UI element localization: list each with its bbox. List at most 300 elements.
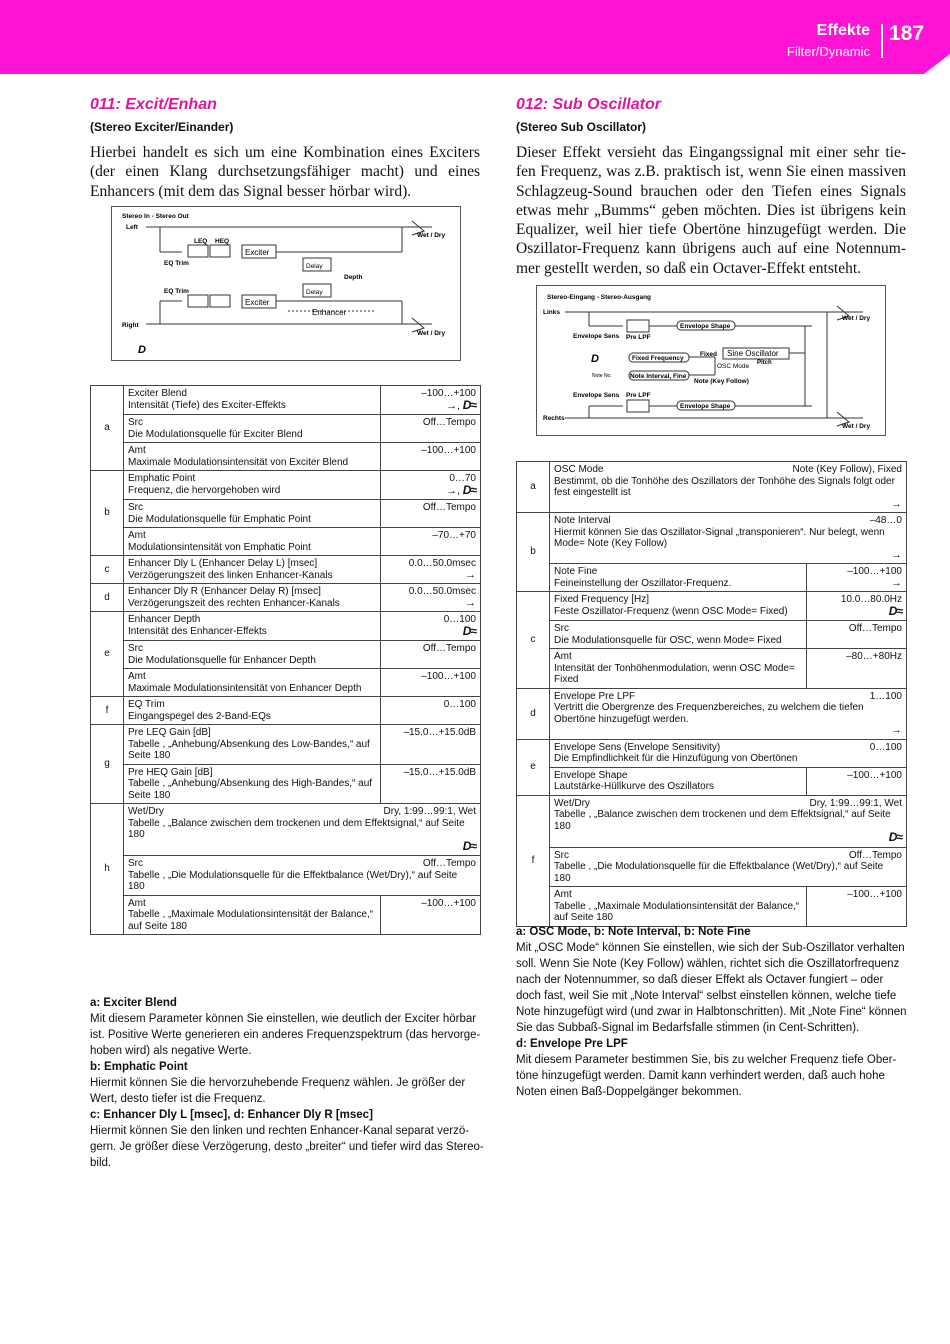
param-row [517, 462, 907, 513]
note-line: soll. Wenn Sie Note (Key Follow) wählen, richtet sich die Oszillatorfrequenz [516, 958, 900, 970]
diagram-heq-label: HEQ [215, 238, 230, 245]
intro-line: mer gestellt werden, so daß ein Octaver-Effekt entsteht. [516, 259, 862, 277]
group-label: a [517, 462, 550, 513]
header-separator [881, 24, 883, 58]
param-name: Amt [554, 651, 572, 662]
note-line: doch fast, weil Sie mit „Note Interval“ selbst einstellen können, welche tiefe [516, 990, 897, 1002]
param-value: 0…100 [443, 699, 476, 710]
param-desc: Vertritt die Obergrenze des Frequenzbereiches, zu welchem die tiefen Obertöne hinzugefügt werden. [554, 702, 864, 725]
param-value: Off…Tempo [422, 502, 476, 513]
param-desc: Hiermit können Sie das Oszillator-Signal „transponieren“. Nur belegt, wenn Mode= Note (Key Follow) [554, 526, 885, 549]
dmod-icon: D≈ [888, 603, 902, 618]
param-row [91, 471, 481, 500]
param-name: Enhancer Depth [128, 614, 201, 625]
param-value-cell [381, 612, 481, 641]
note-line: töne hinzugefügt werden. Damit kann verhindert werden, daß auch hohe [516, 1070, 885, 1082]
page-number: 187 [889, 22, 925, 45]
diagram-links-label: Links [543, 309, 560, 316]
group-label: c [91, 556, 124, 584]
param-name: Pre LEQ Gain [dB] [128, 727, 211, 738]
param-name: Src [128, 643, 143, 654]
param-cell [550, 462, 907, 513]
diagram-delay-label: Delay [306, 263, 323, 270]
param-name: Exciter Blend [128, 388, 187, 399]
param-desc: Tabelle , „Maximale Modulationsintensität der Balance,“ auf Seite 180 [128, 909, 374, 932]
param-desc: Lautstärke-Hüllkurve des Oszillators [554, 781, 715, 792]
param-desc: Tabelle , „Die Modulationsquelle für die Effektbalance (Wet/Dry),“ auf Seite 180 [554, 861, 884, 884]
param-value: –100…+100 [421, 388, 476, 399]
param-value: 0…100 [869, 741, 902, 753]
page-header [0, 0, 950, 74]
param-value: Dry, 1:99…99:1, Wet [809, 797, 902, 809]
param-name: Amt [128, 445, 146, 456]
param-name: Src [128, 858, 143, 869]
param-value: –100…+100 [847, 769, 902, 781]
diagram-wetdry-label: Wet / Dry [842, 423, 871, 430]
section-subtitle-left: (Stereo Exciter/Einander) [90, 120, 234, 134]
param-cell [124, 471, 381, 500]
intro-line: Hierbei handelt es sich um eine Kombination eines Exciters [90, 144, 480, 161]
diagram-rechts-label: Rechts [543, 415, 565, 422]
param-desc: Modulationsintensität von Emphatic Point [128, 541, 311, 553]
param-desc: Maximale Modulationsintensität von Enhancer Depth [128, 682, 362, 694]
param-row [517, 649, 907, 689]
param-name: Src [128, 417, 143, 428]
diagram-envshape-label: Envelope Shape [680, 403, 731, 410]
param-cell [550, 649, 807, 689]
param-value: Dry, 1:99…99:1, Wet [383, 806, 476, 817]
param-cell [550, 592, 807, 621]
param-desc: Die Modulationsquelle für Enhancer Depth [128, 654, 316, 666]
param-desc: Tabelle , „Anhebung/Absenkung des High-Bandes,“ auf Seite 180 [128, 778, 373, 801]
param-row [517, 513, 907, 564]
param-cell [550, 564, 807, 592]
param-name: OSC Mode [554, 464, 604, 475]
param-name: Pre HEQ Gain [dB] [128, 766, 213, 778]
param-name: Wet/Dry [128, 806, 164, 817]
param-row [91, 895, 481, 935]
intro-line: Oszillator-Frequenz kann übrigens auch auf eine Notennum- [516, 240, 906, 258]
param-row [517, 621, 907, 649]
param-row [91, 697, 481, 725]
param-cell [124, 669, 381, 697]
param-desc: Die Modulationsquelle für Emphatic Point [128, 513, 311, 525]
param-value-cell [807, 564, 907, 592]
dmod-icon: D≈ [888, 830, 902, 844]
param-desc: Verzögerungszeit des rechten Enhancer-Kanals [128, 597, 340, 609]
diagram-exciter-label: Exciter [245, 248, 270, 257]
exciter-block-diagram [111, 206, 461, 361]
param-desc: Frequenz, die hervorgehoben wird [128, 484, 281, 496]
diagram-right-label: Right [122, 322, 139, 329]
param-value: –15.0…+15.0dB [403, 727, 476, 738]
diagram-wetdry-label: Wet / Dry [842, 315, 871, 322]
param-desc: Die Modulationsquelle für OSC, wenn Mode= Fixed [554, 634, 782, 646]
note-line: Sie das Subbaß-Signal im Bedarfsfalle stimmen (in Cent-Schritten). [516, 1022, 860, 1034]
param-row [91, 804, 481, 856]
param-cell [550, 847, 907, 887]
param-value: 1…100 [869, 690, 902, 702]
param-name: Envelope Sens (Envelope Sensitivity) [554, 741, 721, 753]
section-title-right: 012: Sub Oscillator [516, 96, 661, 113]
param-value: –100…+100 [421, 671, 476, 682]
note-heading: a: Exciter Blend [90, 997, 177, 1009]
param-value: –100…+100 [421, 897, 476, 909]
note-line: ist. Positive Werte generieren ein anderes Frequenzspektrum (das hervorge- [90, 1029, 481, 1041]
dmod-icon: D≈ [462, 482, 476, 497]
param-cell [124, 725, 381, 765]
param-header-line [554, 798, 902, 810]
diagram-pitch-label: Pitch [757, 360, 772, 366]
param-value-cell [381, 500, 481, 528]
arrow-icon: → [891, 548, 902, 561]
param-desc: Die Empfindlichkeit für die Hinzufügung von Obertönen [554, 753, 798, 764]
param-cell [124, 528, 381, 556]
param-desc: Maximale Modulationsintensität von Exciter Blend [128, 456, 349, 468]
diagram-envshape-label: Envelope Shape [680, 323, 731, 330]
param-name: Amt [128, 530, 146, 541]
diagram-left-label: Left [126, 224, 138, 231]
param-row [517, 767, 907, 795]
header-subtitle: Filter/Dynamic [786, 44, 870, 59]
param-cell [124, 856, 481, 896]
intro-line: fen Frequenz, was z.B. praktisch ist, wenn Sie einen massiven [516, 163, 906, 181]
header-title: Effekte [816, 22, 870, 39]
param-row [91, 500, 481, 528]
param-header-line [554, 464, 902, 476]
param-value-cell [381, 725, 481, 765]
param-desc: Intensität der Tonhöhenmodulation, wenn OSC Mode= Fixed [554, 662, 795, 685]
note-line: Note hinzugefügt wird (und zwar in Halbtonschritten). Mit „Note Fine“ können [516, 1006, 907, 1018]
param-row [91, 725, 481, 765]
param-header-line [128, 858, 476, 870]
param-row [91, 556, 481, 584]
param-desc: Feineinstellung der Oszillator-Frequenz. [554, 577, 732, 589]
group-label: a [91, 386, 124, 471]
intro-line: (der einen Klang durchsetzungsfähiger macht) und eines [90, 163, 480, 181]
diagram-depth-label: Depth [344, 274, 363, 281]
diagram-wetdry-label: Wet / Dry [417, 232, 446, 239]
diagram-notekey-label: Note (Key Follow) [694, 378, 749, 385]
param-name: EQ Trim [128, 699, 165, 710]
note-line: gern. Je größer diese Verzögerung, desto „breiter“ und tiefer wird das Stereo- [90, 1141, 484, 1153]
note-line: Mit diesem Parameter können Sie einstellen, wie deutlich der Exciter hörbar [90, 1013, 477, 1025]
param-value: –100…+100 [847, 889, 902, 900]
param-cell [124, 764, 381, 804]
param-row [517, 795, 907, 847]
parameter-table-left [90, 385, 481, 935]
diagram-delay-label: Delay [306, 289, 323, 296]
arrow-icon: → [891, 497, 902, 510]
group-label: e [91, 612, 124, 697]
param-value: –100…+100 [421, 445, 476, 456]
sub-oscillator-block-diagram [536, 285, 886, 436]
param-desc: Tabelle , „Balance zwischen dem trockenen und dem Effektsignal,“ auf Seite 180 [554, 809, 891, 832]
note-line: hoben wird) als negative Werte. [90, 1045, 252, 1057]
header-corner-cut [924, 54, 950, 74]
dmod-icon: D [138, 344, 146, 356]
dmod-icon: D [591, 353, 599, 365]
param-name: Fixed Frequency [Hz] [554, 594, 650, 605]
arrow-icon: → [446, 399, 458, 412]
diagram-oscmode-label: OSC Mode [717, 363, 750, 370]
diagram-exciter-label: Exciter [245, 298, 270, 307]
param-row [91, 669, 481, 697]
diagram-sineosc-label: Sine Oscillator [727, 349, 779, 358]
param-cell [124, 584, 381, 612]
param-desc: Tabelle , „Balance zwischen dem trockenen und dem Effektsignal,“ auf Seite 180 [128, 817, 465, 840]
param-cell [550, 513, 907, 564]
note-line: nach der Notennummer, so daß dieser Effekt als Octaver fungiert – oder [516, 974, 884, 986]
exciter-diagram-svg [112, 207, 462, 362]
param-name: Src [128, 502, 143, 513]
value-extra [554, 725, 902, 737]
param-name: Envelope Shape [554, 769, 628, 781]
param-cell [124, 556, 381, 584]
param-value: Off…Tempo [422, 417, 476, 428]
diagram-fixedfreq-label: Fixed Frequency [632, 355, 684, 362]
param-desc: Tabelle , „Anhebung/Absenkung des Low-Bandes,“ auf Seite 180 [128, 738, 370, 761]
param-value: Off…Tempo [848, 849, 902, 861]
param-desc: Bestimmt, ob die Tonhöhe des Oszillators der Tonhöhe des Signals folgt oder fest eingestellt ist [554, 475, 895, 498]
param-row [91, 856, 481, 896]
intro-line: Schlagzeug-Sound brauchen oder den Tiefen eines Signals [516, 182, 906, 200]
param-cell [124, 612, 381, 641]
param-value-cell [381, 471, 481, 500]
arrow-icon: → [465, 596, 476, 609]
diagram-io-label: Stereo In - Stereo Out [122, 213, 189, 220]
param-value-cell [381, 386, 481, 415]
notes-right [516, 924, 908, 1100]
intro-line: Enhancers (mit dem das Signal besser hörbar wird). [90, 182, 412, 200]
param-cell [550, 795, 907, 847]
param-value-cell [381, 895, 481, 935]
param-value: –48…0 [869, 515, 902, 526]
parameter-table-right [516, 461, 907, 927]
param-row [517, 592, 907, 621]
dmod-icon: D≈ [462, 838, 476, 853]
group-label: f [91, 697, 124, 725]
note-heading: c: Enhancer Dly L [msec], d: Enhancer Dly R [msec] [90, 1109, 373, 1121]
param-name: Src [554, 849, 569, 861]
param-desc: Intensität (Tiefe) des Exciter-Effekts [128, 399, 286, 411]
intro-paragraph-right [516, 143, 906, 278]
diagram-noteno-label: Note No. [592, 373, 612, 379]
param-value-cell [381, 556, 481, 584]
value-extra: →, D≈ [446, 397, 476, 412]
param-row [517, 564, 907, 592]
diagram-enhancer-label: Enhancer [312, 308, 347, 317]
param-row [517, 688, 907, 739]
param-header-line [554, 742, 902, 754]
param-desc: Die Modulationsquelle für Exciter Blend [128, 428, 303, 440]
note-line: Noten einen Baß-Doppelgänger bekommen. [516, 1086, 742, 1098]
param-name: Note Interval [554, 515, 611, 526]
value-extra: →, D≈ [446, 482, 476, 497]
note-heading: a: OSC Mode, b: Note Interval, b: Note Fine [516, 926, 751, 938]
diagram-fixed-label: Fixed [700, 351, 717, 358]
param-row [517, 739, 907, 767]
param-cell [550, 688, 907, 739]
param-row [91, 584, 481, 612]
param-row [91, 415, 481, 443]
param-row [91, 764, 481, 804]
param-cell [124, 415, 381, 443]
group-label: g [91, 725, 124, 804]
param-value-cell [807, 621, 907, 649]
value-extra [554, 550, 902, 562]
diagram-eqtrim-label: EQ Trim [164, 288, 189, 295]
param-cell [550, 621, 807, 649]
param-desc: Intensität des Enhancer-Effekts [128, 625, 267, 637]
param-name: Enhancer Dly R (Enhancer Delay R) [msec] [128, 586, 321, 597]
diagram-prelpf-label: Pre LPF [626, 334, 651, 341]
param-value-cell [381, 697, 481, 725]
param-name: Emphatic Point [128, 473, 196, 484]
param-desc: Tabelle , „Maximale Modulationsintensität der Balance,“ auf Seite 180 [554, 900, 800, 923]
arrow-icon: → [891, 576, 902, 589]
param-desc: Verzögerungszeit des linken Enhancer-Kanals [128, 569, 333, 581]
param-value-cell [807, 649, 907, 689]
param-value-cell [381, 584, 481, 612]
dmod-icon: D≈ [462, 397, 476, 412]
arrow-icon: → [465, 568, 476, 581]
param-value: Off…Tempo [422, 858, 476, 869]
param-row [91, 612, 481, 641]
group-label: d [91, 584, 124, 612]
param-desc: Tabelle , „Die Modulationsquelle für die Effektbalance (Wet/Dry),“ auf Seite 180 [128, 869, 458, 892]
param-value: –80…+80Hz [846, 651, 902, 662]
arrow-icon: → [446, 484, 458, 497]
param-name: Enhancer Dly L (Enhancer Delay L) [msec] [128, 558, 318, 569]
intro-line: Dieser Effekt versieht das Eingangssignal mit einer sehr tie- [516, 144, 906, 161]
param-cell [124, 500, 381, 528]
note-line: Mit diesem Parameter bestimmen Sie, bis zu welcher Frequenz tiefe Ober- [516, 1054, 897, 1066]
group-label: f [517, 795, 550, 926]
intro-line: Equalizer, weil hier tiefe Obertöne hinzugefügt werden. Die [516, 221, 906, 239]
group-label: d [517, 688, 550, 739]
value-extra [385, 598, 476, 610]
param-value: 0.0…50.0msec [408, 586, 476, 597]
param-cell [124, 895, 381, 935]
param-value-cell [381, 528, 481, 556]
param-value-cell [807, 767, 907, 795]
param-header-line [554, 691, 902, 703]
value-extra [128, 838, 476, 854]
param-name: Amt [554, 889, 572, 900]
param-value-cell [807, 592, 907, 621]
param-value: 10.0…80.0Hz [840, 594, 902, 605]
param-row [91, 528, 481, 556]
param-header-line [554, 515, 902, 527]
param-row [517, 887, 907, 927]
dmod-icon: D≈ [462, 623, 476, 638]
value-extra [554, 832, 902, 845]
param-value: Note (Key Follow), Fixed [792, 464, 902, 475]
param-name: Envelope Pre LPF [554, 690, 636, 702]
param-header-line [554, 850, 902, 862]
param-row [91, 443, 481, 471]
param-value-cell [807, 887, 907, 927]
note-line: bild. [90, 1157, 112, 1169]
arrow-icon: → [891, 724, 902, 736]
note-heading: d: Envelope Pre LPF [516, 1038, 628, 1050]
diagram-io-label: Stereo-Eingang - Stereo-Ausgang [547, 294, 652, 301]
diagram-noteinterval-label: Note Interval, Fine [630, 373, 687, 380]
param-name: Note Fine [554, 566, 598, 577]
param-cell [124, 641, 381, 669]
param-value: Off…Tempo [848, 623, 902, 634]
diagram-wetdry-label: Wet / Dry [417, 330, 446, 337]
param-name: Wet/Dry [554, 797, 590, 809]
param-header-line [128, 806, 476, 818]
param-value: Off…Tempo [422, 643, 476, 654]
value-extra [811, 578, 902, 590]
note-line: Hiermit können Sie den linken und rechten Enhancer-Kanal separat verzö- [90, 1125, 470, 1137]
param-row [517, 847, 907, 887]
note-heading: b: Emphatic Point [90, 1061, 188, 1073]
param-value: 0…70 [449, 473, 476, 484]
value-extra [554, 499, 902, 511]
value-extra [385, 570, 476, 582]
diagram-prelpf-label: Pre LPF [626, 392, 651, 399]
param-value: –100…+100 [847, 566, 902, 577]
group-label: c [517, 592, 550, 689]
note-line: Hiermit können Sie die hervorzuhebende Frequenz wählen. Je größer der [90, 1077, 466, 1089]
section-subtitle-right: (Stereo Sub Oscillator) [516, 120, 647, 134]
group-label: b [517, 513, 550, 592]
param-name: Amt [128, 671, 146, 682]
notes-left [90, 995, 482, 1171]
section-title-left: 011: Excit/Enhan [90, 96, 217, 113]
intro-line: etwas mehr „Bumms“ geben möchten. Dies ist übrigens kein [516, 201, 906, 219]
param-value-cell [381, 641, 481, 669]
param-name: Amt [128, 897, 146, 909]
param-value: –15.0…+15.0dB [403, 766, 476, 778]
diagram-envsens-label: Envelope Sens [573, 392, 620, 399]
param-value: –70…+70 [432, 530, 476, 541]
param-cell [124, 697, 381, 725]
value-extra [385, 623, 476, 639]
diagram-eqtrim-label: EQ Trim [164, 260, 189, 267]
param-value-cell [381, 415, 481, 443]
param-value-cell [381, 669, 481, 697]
diagram-envsens-label: Envelope Sens [573, 333, 620, 340]
group-label: h [91, 804, 124, 935]
value-extra [811, 603, 902, 619]
group-label: e [517, 739, 550, 795]
suboscillator-diagram-svg [537, 286, 887, 437]
param-cell [124, 386, 381, 415]
param-desc: Eingangspegel des 2-Band-EQs [128, 710, 271, 722]
param-cell [124, 443, 381, 471]
param-name: Src [554, 623, 569, 634]
param-cell [550, 887, 807, 927]
group-label: b [91, 471, 124, 556]
param-cell [550, 739, 907, 767]
param-cell [550, 767, 807, 795]
param-desc: Feste Oszillator-Frequenz (wenn OSC Mode= Fixed) [554, 605, 788, 617]
param-value-cell [381, 443, 481, 471]
note-line: Wert, desto tiefer ist die Frequenz. [90, 1093, 266, 1105]
note-line: Mit „OSC Mode“ können Sie einstellen, wie sich der Sub-Oszillator verhalten [516, 942, 905, 954]
intro-paragraph-left [90, 143, 480, 201]
param-value: 0.0…50.0msec [408, 558, 476, 569]
param-value-cell [381, 764, 481, 804]
diagram-leq-label: LEQ [194, 238, 208, 245]
param-row [91, 386, 481, 415]
param-row [91, 641, 481, 669]
